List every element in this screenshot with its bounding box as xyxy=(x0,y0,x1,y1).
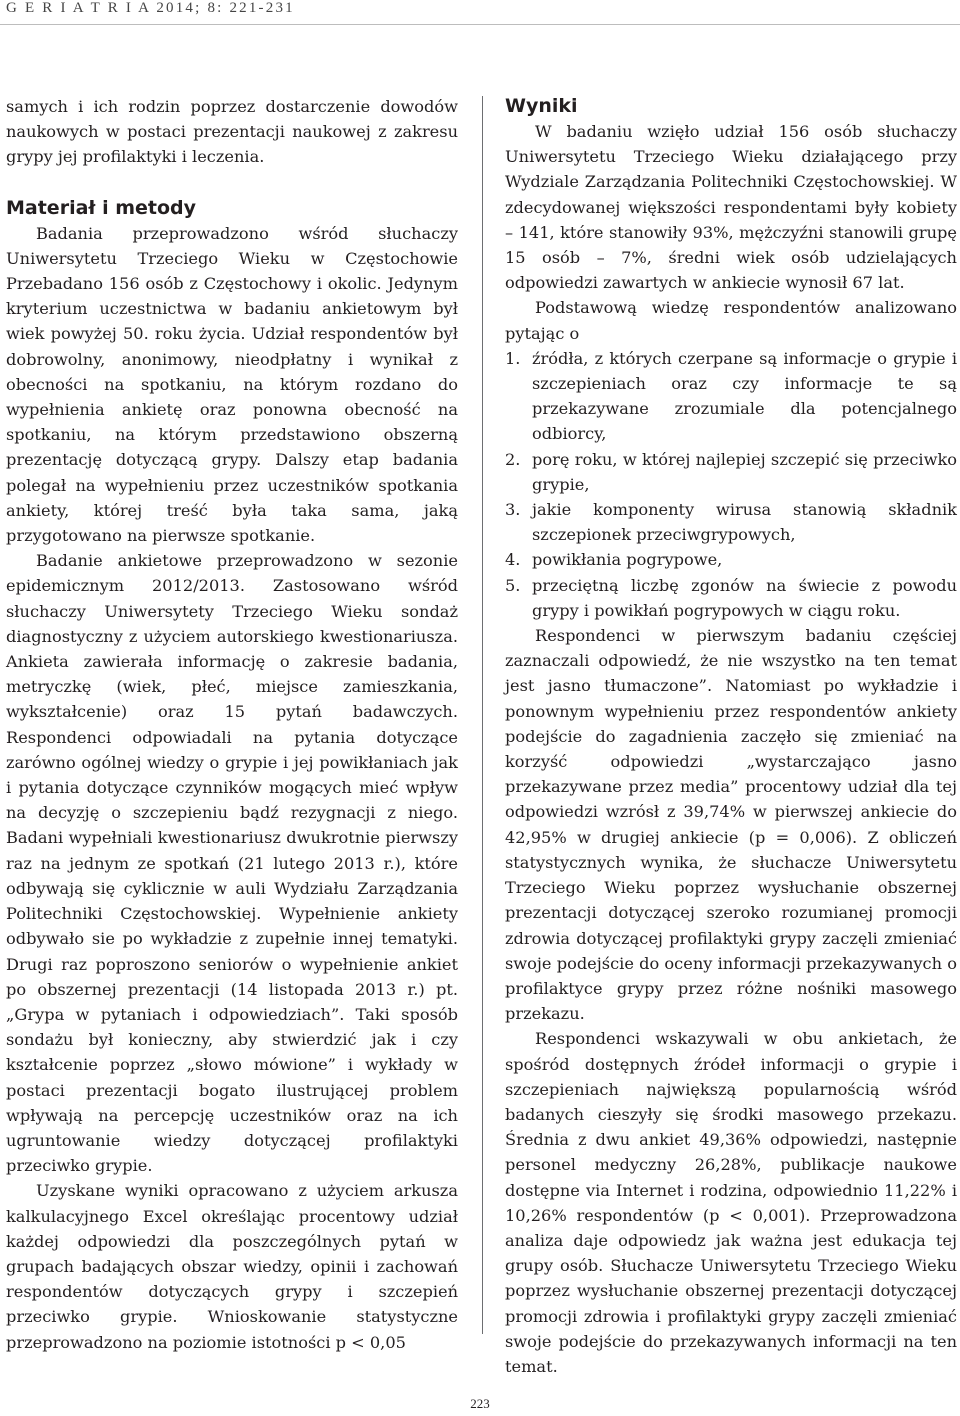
list-text: powikłania pogrypowe, xyxy=(532,550,723,570)
list-item xyxy=(505,447,957,497)
results-paragraph-4: Respondenci wskazywali w obu ankietach, że spośród dostępnych źródeł informacji o grypie i szczepieniach największą popularnością wśród badanych cieszyły się środki masowego przekazu. Średnia z dwu ankiet 49,36% odpowiedzi, następnie personel medyczny 26,28%, publikacje naukowe dostępne via Internet i rodzina, odpowiednio 11,22% i 10,26% respondentów (p < 0,001). Przeprowadzona analiza daje odpowiedz jak ważna jest edukacja tej grupy osób. Słuchacze Uniwersytetu Trzeciego Wieku poprzez wysłuchanie obszernej prezentacji dotyczącej promocji zdrowia i profilaktyki grypy zaczęli zmieniać swoje podejście do przekazywanych informacji na ten temat. xyxy=(505,1029,957,1376)
methods-heading: Materiał i metody xyxy=(6,196,196,219)
running-header: G E R I A T R I A 2014; 8: 221-231 xyxy=(6,0,295,16)
list-text: jakie komponenty wirusa stanowią składnik szczepionek przeciwgrypowych, xyxy=(532,500,957,545)
section-spacer xyxy=(6,170,458,196)
list-text: źródła, z których czerpane są informacje o grypie i szczepieniach oraz czy informacje te są przekazywane zrozumiale dla potencjalnego odbiorcy, xyxy=(532,348,957,444)
list-text: przeciętną liczbę zgonów na świecie z powodu grypy i powikłań pogrypowych w ciągu roku. xyxy=(532,575,957,620)
results-paragraph-2: Podstawową wiedzę respondentów analizowano pytając o xyxy=(505,298,957,343)
right-column xyxy=(505,94,957,1379)
list-text: porę roku, w której najlepiej szczepić się przeciwko grypie, xyxy=(532,449,957,494)
list-item xyxy=(505,497,957,547)
methods-paragraph-3: Uzyskane wyniki opracowano z użyciem arkusza kalkulacyjnego Excel określając procentowy udział każdej odpowiedzi dla poszczególnych pytań w grupach badających obszar wiedzy, opinii i zachowań respondentów dotyczących grypy i szczepień przeciwko grypie. Wnioskowanie statystyczne przeprowadzono na poziomie istotności p < 0,05 xyxy=(6,1181,458,1352)
list-number: 1. xyxy=(505,348,521,368)
results-paragraph-1: W badaniu wzięło udział 156 osób słuchaczy Uniwersytetu Trzeciego Wieku działającego przy Wydziale Zarządzania Politechniki Częstochowskiej. W zdecydowanej większości respondentami były kobiety – 141, które stanowiły 93%, mężczyźni stanowili grupę 15 osób – 7%, średni wiek osób udzielających odpowiedzi zawartych w ankiecie wynosił 67 lat. xyxy=(505,122,957,293)
header-rule xyxy=(0,24,960,25)
list-item xyxy=(505,573,957,623)
list-number: 4. xyxy=(505,550,521,570)
column-divider xyxy=(482,96,483,1334)
list-number: 3. xyxy=(505,500,521,520)
page-number: 223 xyxy=(470,1396,490,1411)
left-column xyxy=(6,94,458,1355)
list-number: 5. xyxy=(505,575,521,595)
list-item xyxy=(505,547,957,572)
intro-paragraph: samych i ich rodzin poprzez dostarczenie dowodów naukowych w postaci prezentacji naukowej z zakresu grypy jej profilaktyki i leczenia. xyxy=(6,97,458,167)
methods-paragraph-1: Badania przeprowadzono wśród słuchaczy Uniwersytetu Trzeciego Wieku w Częstochowie Przebadano 156 osób z Częstochowy i okolic. Jedynym kryterium uczestnictwa w badaniu ankietowym był wiek powyżej 50. roku życia. Udział respondentów był dobrowolny, anonimowy, nieodpłatny i wynikał z obecności na spotkaniu, na którym rozdano do wypełnienia ankietę oraz ponowna obecność na spotkaniu, na którym przedstawiono obszerną prezentację dotyczącą grypy. Dalszy etap badania polegał na wypełnieniu przez uczestników spotkania ankiety, której treść była taka sama, jaką przygotowano na pierwsze spotkanie. xyxy=(6,223,458,546)
results-heading: Wyniki xyxy=(505,95,578,117)
list-item xyxy=(505,346,957,447)
question-list xyxy=(505,346,957,623)
list-number: 2. xyxy=(505,449,521,469)
methods-paragraph-2: Badanie ankietowe przeprowadzono w sezonie epidemicznym 2012/2013. Zastosowano wśród słuchaczy Uniwersytety Trzeciego Wieku sondaż diagnostyczny z użyciem autorskiego kwestionariusza. Ankieta zawierała informację o zakresie badania, metryczkę (wiek, płeć, miejsce zamieszkania, wykształcenie) oraz 15 pytań badawczych. Respondenci odpowiadali na pytania dotyczące zarówno ogólnej wiedzy o grypie i jej powikłaniach jak i pytania dotyczące czynników mogących mieć wpływ na decyzję o szczepieniu bądź rezygnacji z niego. Badani wypełniali kwestionariusz dwukrotnie pierwszy raz na jednym ze spotkań (21 lutego 2013 r.), które odbywają się cyklicznie w auli Wydziału Zarządzania Politechniki Częstochowskiej. Wypełnienie ankiety odbywało sie po wykładzie z zupełnie innej tematyki. Drugi raz poproszono seniorów o wypełnienie ankiet po obszernej prezentacji (14 listopada 2013 r.) pt. „Grypa w pytaniach i odpowiedziach”. Taki sposób sondażu był konieczny, aby stwierdzić jak i czy kształcenie poprzez „słowo mówione” i wykłady w postaci prezentacji bogato ilustrującej problem wpływają na percepcję uczestników oraz na ich ugruntowanie wiedzy dotyczącej profilaktyki przeciwko grypie. xyxy=(6,551,458,1176)
results-paragraph-3: Respondenci w pierwszym badaniu częściej zaznaczali odpowiedź, że nie wszystko na ten temat jest jasno tłumaczone”. Natomiast po wykładzie i ponownym wypełnieniu przez respondentów ankiety podejście do zagadnienia zaczęło się zmieniać na korzyść odpowiedzi „wystarczająco jasno przekazywane przez media” procentowy udział dla tej odpowiedzi wzrósł z 39,74% w pierwszej ankiecie do 42,95% w drugiej ankiecie (p = 0,006). Z obliczeń statystycznych wynika, że słuchacze Uniwersytetu Trzeciego Wieku poprzez wysłuchanie obszernej prezentacji dotyczącej szeroko rozumianej promocji zdrowia dotyczącej profilaktyki grypy zaczęli zmieniać swoje podejście do oceny informacji przekazywanych o profilaktyce grypy przez różne nośniki masowego przekazu. xyxy=(505,626,957,1024)
